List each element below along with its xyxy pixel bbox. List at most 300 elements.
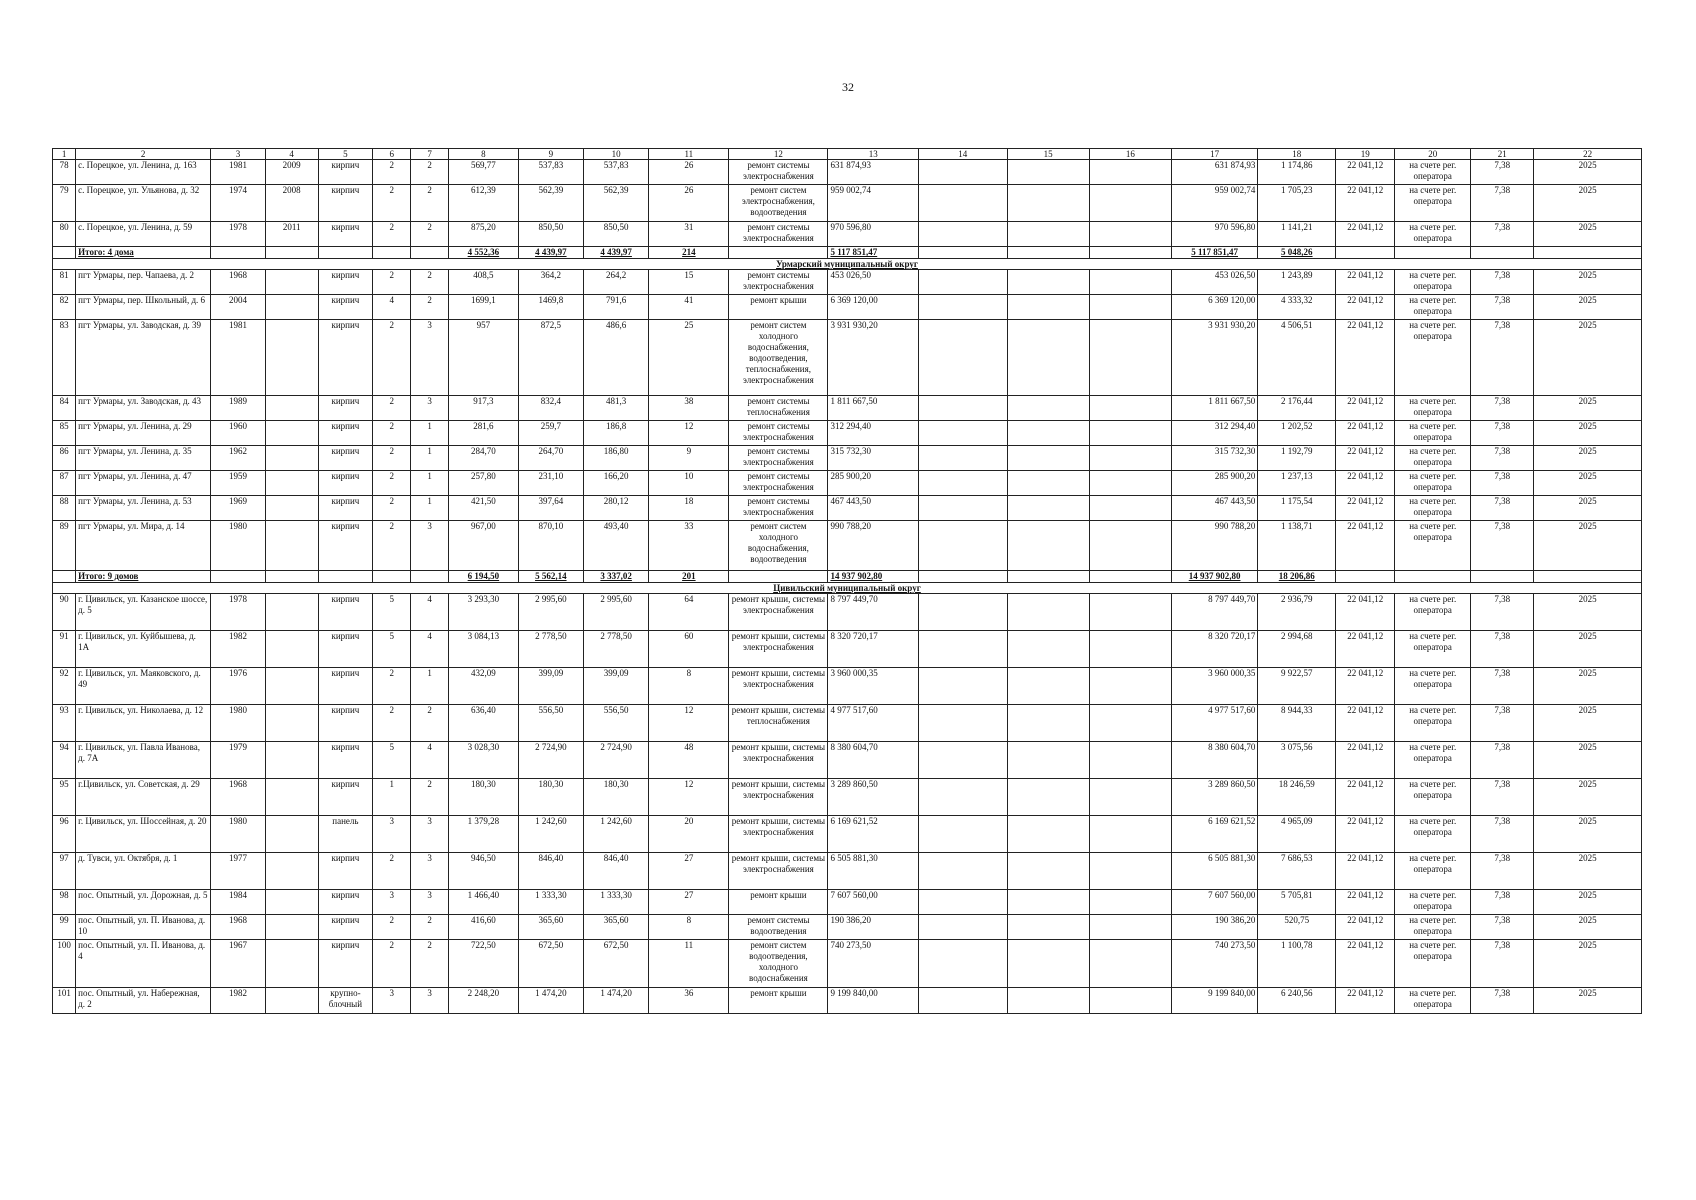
table-cell: 397,64 [518, 496, 583, 521]
district-heading-row [53, 259, 1642, 270]
table-cell: 946,50 [449, 853, 519, 890]
table-cell: 280,12 [583, 496, 648, 521]
table-cell: 2 [411, 779, 449, 816]
table-cell: 2 [411, 295, 449, 320]
table-cell: 1968 [211, 270, 266, 295]
table-cell: 284,70 [449, 446, 519, 471]
table-cell: 38 [649, 396, 729, 421]
table-cell: 959 002,74 [1171, 185, 1257, 222]
table-cell: 1962 [211, 446, 266, 471]
table-cell [1089, 988, 1171, 1014]
table-cell: 100 [53, 940, 76, 988]
total-cell [729, 571, 828, 583]
table-cell: 90 [53, 594, 76, 631]
table-cell: 612,39 [449, 185, 519, 222]
table-cell: 453 026,50 [828, 270, 919, 295]
table-cell: на счете рег. оператора [1395, 915, 1471, 940]
table-cell [1007, 295, 1089, 320]
table-cell [1089, 816, 1171, 853]
table-cell: 1699,1 [449, 295, 519, 320]
table-cell: 22 041,12 [1336, 185, 1395, 222]
table-cell: 1960 [211, 421, 266, 446]
total-cell: 5 048,26 [1258, 247, 1336, 259]
table-cell [919, 742, 1008, 779]
table-cell: ремонт крыши, системы теплоснабжения [729, 705, 828, 742]
table-cell: на счете рег. оператора [1395, 471, 1471, 496]
table-cell: кирпич [318, 295, 373, 320]
table-cell: 1 474,20 [583, 988, 648, 1014]
table-cell: кирпич [318, 320, 373, 396]
table-cell: на счете рег. оператора [1395, 421, 1471, 446]
total-cell: 14 937 902,80 [828, 571, 919, 583]
table-cell: пос. Опытный, ул. Набережная, д. 2 [76, 988, 211, 1014]
table-cell: 8 797 449,70 [1171, 594, 1257, 631]
housing-repair-table [52, 148, 1642, 1014]
table-cell: кирпич [318, 496, 373, 521]
table-cell: на счете рег. оператора [1395, 270, 1471, 295]
table-cell: ремонт систем электроснабжения, водоотведения [729, 185, 828, 222]
table-cell: 416,60 [449, 915, 519, 940]
table-cell [919, 222, 1008, 247]
table-cell: кирпич [318, 705, 373, 742]
table-cell: 48 [649, 742, 729, 779]
table-cell: 7,38 [1471, 779, 1534, 816]
table-cell: 1 [373, 779, 411, 816]
table-cell: 2 [373, 521, 411, 571]
table-cell: пгт Урмары, ул. Ленина, д. 29 [76, 421, 211, 446]
table-cell: 89 [53, 521, 76, 571]
table-row [53, 446, 1642, 471]
table-cell: 2025 [1534, 396, 1642, 421]
table-cell: 2025 [1534, 742, 1642, 779]
table-cell: 6 240,56 [1258, 988, 1336, 1014]
table-cell: 257,80 [449, 471, 519, 496]
table-row [53, 421, 1642, 446]
table-cell: 7,38 [1471, 295, 1534, 320]
table-cell [1089, 185, 1171, 222]
table-cell: 4 [411, 631, 449, 668]
table-cell: кирпич [318, 270, 373, 295]
table-cell: 22 041,12 [1336, 742, 1395, 779]
table-cell: 3 289 860,50 [828, 779, 919, 816]
table-cell: 2025 [1534, 779, 1642, 816]
total-cell [1471, 247, 1534, 259]
table-cell: 3 931 930,20 [1171, 320, 1257, 396]
table-cell: 1 174,86 [1258, 160, 1336, 185]
table-cell: ремонт системы электроснабжения [729, 421, 828, 446]
table-cell: 1 202,52 [1258, 421, 1336, 446]
table-cell: пгт Урмары, ул. Ленина, д. 35 [76, 446, 211, 471]
table-cell: 432,09 [449, 668, 519, 705]
district-heading: Цивильский муниципальный округ [53, 583, 1642, 594]
table-cell: на счете рег. оператора [1395, 853, 1471, 890]
table-cell: кирпич [318, 160, 373, 185]
table-cell: с. Порецкое, ул. Ленина, д. 163 [76, 160, 211, 185]
table-cell [265, 446, 318, 471]
total-cell [373, 571, 411, 583]
table-cell: 2 995,60 [583, 594, 648, 631]
table-row [53, 396, 1642, 421]
table-cell: 26 [649, 160, 729, 185]
table-cell: 8 797 449,70 [828, 594, 919, 631]
table-cell: кирпич [318, 421, 373, 446]
column-number: 8 [449, 149, 519, 160]
total-cell: 5 117 851,47 [828, 247, 919, 259]
table-cell: 990 788,20 [1171, 521, 1257, 571]
total-label: Итого: 4 дома [76, 247, 211, 259]
table-cell: кирпич [318, 915, 373, 940]
table-cell: 22 041,12 [1336, 890, 1395, 915]
table-cell [265, 421, 318, 446]
table-cell: г.Цивильск, ул. Советская, д. 29 [76, 779, 211, 816]
table-cell: кирпич [318, 890, 373, 915]
table-cell: 1 [411, 668, 449, 705]
table-cell: ремонт системы электроснабжения [729, 496, 828, 521]
table-cell: ремонт систем холодного водоснабжения, водоотведения [729, 521, 828, 571]
table-cell: 18 [649, 496, 729, 521]
table-cell: 7,38 [1471, 594, 1534, 631]
column-number: 4 [265, 149, 318, 160]
table-cell: 80 [53, 222, 76, 247]
total-cell: 214 [649, 247, 729, 259]
table-cell: 60 [649, 631, 729, 668]
table-cell: 2025 [1534, 446, 1642, 471]
table-cell: 9 [649, 446, 729, 471]
table-cell: 3 [373, 988, 411, 1014]
table-cell [919, 295, 1008, 320]
table-cell: 22 041,12 [1336, 915, 1395, 940]
table-cell: на счете рег. оператора [1395, 185, 1471, 222]
table-cell: с. Порецкое, ул. Ульянова, д. 32 [76, 185, 211, 222]
table-cell: 22 041,12 [1336, 295, 1395, 320]
table-cell: 93 [53, 705, 76, 742]
table-cell: 1 [411, 471, 449, 496]
table-row [53, 915, 1642, 940]
total-cell [919, 571, 1008, 583]
table-row [53, 185, 1642, 222]
table-cell: 3 [411, 320, 449, 396]
table-cell: 2025 [1534, 270, 1642, 295]
table-cell: 1 466,40 [449, 890, 519, 915]
table-cell: 7,38 [1471, 471, 1534, 496]
total-cell [411, 571, 449, 583]
table-cell [265, 471, 318, 496]
table-cell: 846,40 [518, 853, 583, 890]
table-cell [1007, 915, 1089, 940]
table-cell: 7,38 [1471, 940, 1534, 988]
table-cell: 4 [411, 594, 449, 631]
table-cell: 2 [373, 940, 411, 988]
table-cell: 9 199 840,00 [1171, 988, 1257, 1014]
total-cell [1336, 571, 1395, 583]
table-cell: 631 874,93 [1171, 160, 1257, 185]
table-cell: 6 505 881,30 [828, 853, 919, 890]
table-cell [1007, 270, 1089, 295]
table-cell: 832,4 [518, 396, 583, 421]
table-cell [1089, 631, 1171, 668]
table-cell: 3 [411, 816, 449, 853]
table-cell: 2 176,44 [1258, 396, 1336, 421]
table-cell: 22 041,12 [1336, 705, 1395, 742]
table-cell: 10 [649, 471, 729, 496]
table-cell [1007, 320, 1089, 396]
table-cell: на счете рег. оператора [1395, 496, 1471, 521]
table-cell: 33 [649, 521, 729, 571]
table-cell: 990 788,20 [828, 521, 919, 571]
table-cell: 3 [411, 890, 449, 915]
table-cell: 231,10 [518, 471, 583, 496]
table-cell: на счете рег. оператора [1395, 320, 1471, 396]
total-cell [211, 247, 266, 259]
total-cell [1336, 247, 1395, 259]
table-cell: ремонт системы теплоснабжения [729, 396, 828, 421]
table-cell: 96 [53, 816, 76, 853]
table-cell [919, 396, 1008, 421]
table-cell: 556,50 [518, 705, 583, 742]
district-heading-row [53, 583, 1642, 594]
table-cell: 22 041,12 [1336, 940, 1395, 988]
table-cell: 3 [373, 890, 411, 915]
table-cell: 82 [53, 295, 76, 320]
table-cell: 631 874,93 [828, 160, 919, 185]
table-cell: 1 333,30 [583, 890, 648, 915]
table-cell: 1 100,78 [1258, 940, 1336, 988]
table-cell: 722,50 [449, 940, 519, 988]
column-number: 7 [411, 149, 449, 160]
table-cell [1089, 742, 1171, 779]
column-number: 3 [211, 149, 266, 160]
table-cell: 4 [373, 295, 411, 320]
table-cell: 190 386,20 [828, 915, 919, 940]
table-cell: 2 [373, 471, 411, 496]
table-cell: 453 026,50 [1171, 270, 1257, 295]
table-cell: 7 607 560,00 [1171, 890, 1257, 915]
table-row [53, 940, 1642, 988]
table-cell [919, 471, 1008, 496]
table-cell: 5 [373, 742, 411, 779]
table-cell: 264,70 [518, 446, 583, 471]
table-cell: 467 443,50 [1171, 496, 1257, 521]
table-cell [919, 779, 1008, 816]
table-cell: 1968 [211, 779, 266, 816]
table-cell: пгт Урмары, пер. Школьный, д. 6 [76, 295, 211, 320]
table-cell: крупно-блочный [318, 988, 373, 1014]
table-cell: ремонт системы электроснабжения [729, 222, 828, 247]
column-number: 18 [1258, 149, 1336, 160]
table-cell: 2025 [1534, 295, 1642, 320]
table-cell [1007, 496, 1089, 521]
total-row [53, 247, 1642, 259]
table-cell: 2 248,20 [449, 988, 519, 1014]
table-cell: на счете рег. оператора [1395, 521, 1471, 571]
table-cell [1089, 396, 1171, 421]
table-cell: 1 811 667,50 [1171, 396, 1257, 421]
table-cell: 7 607 560,00 [828, 890, 919, 915]
table-cell [1089, 446, 1171, 471]
table-cell [919, 631, 1008, 668]
table-cell: ремонт системы водоотведения [729, 915, 828, 940]
table-cell: 2008 [265, 185, 318, 222]
table-cell: 3 [373, 816, 411, 853]
table-cell: 2 724,90 [583, 742, 648, 779]
table-cell [1007, 446, 1089, 471]
table-cell: 27 [649, 853, 729, 890]
table-cell: 22 041,12 [1336, 270, 1395, 295]
column-number: 14 [919, 149, 1008, 160]
table-row [53, 779, 1642, 816]
table-row [53, 295, 1642, 320]
table-row [53, 471, 1642, 496]
table-cell: 1 811 667,50 [828, 396, 919, 421]
total-cell [1395, 247, 1471, 259]
table-cell: 2 [373, 185, 411, 222]
table-cell [1089, 779, 1171, 816]
table-cell: г. Цивильск, ул. Куйбышева, д. 1А [76, 631, 211, 668]
table-cell: д. Тувси, ул. Октября, д. 1 [76, 853, 211, 890]
table-cell: 15 [649, 270, 729, 295]
table-cell: 2025 [1534, 631, 1642, 668]
table-cell: 2009 [265, 160, 318, 185]
table-cell: 1977 [211, 853, 266, 890]
table-cell: ремонт системы электроснабжения [729, 270, 828, 295]
table-cell [919, 915, 1008, 940]
table-cell [265, 521, 318, 571]
table-cell: 264,2 [583, 270, 648, 295]
column-number: 12 [729, 149, 828, 160]
table-cell: 6 505 881,30 [1171, 853, 1257, 890]
table-cell: 1982 [211, 631, 266, 668]
table-cell: 740 273,50 [828, 940, 919, 988]
table-cell: ремонт крыши, системы электроснабжения [729, 631, 828, 668]
table-cell: 846,40 [583, 853, 648, 890]
table-cell: 2011 [265, 222, 318, 247]
table-cell: 2025 [1534, 668, 1642, 705]
table-cell: 98 [53, 890, 76, 915]
table-row [53, 160, 1642, 185]
table-cell: 36 [649, 988, 729, 1014]
table-cell: 421,50 [449, 496, 519, 521]
table-cell: 186,8 [583, 421, 648, 446]
column-number: 19 [1336, 149, 1395, 160]
table-cell: 7,38 [1471, 421, 1534, 446]
table-cell: 1980 [211, 705, 266, 742]
table-cell: 2 778,50 [518, 631, 583, 668]
table-cell: ремонт систем холодного водоснабжения, водоотведения, теплоснабжения, электроснабжения [729, 320, 828, 396]
table-cell [1089, 521, 1171, 571]
table-cell: 7,38 [1471, 446, 1534, 471]
table-cell [919, 496, 1008, 521]
table-cell: 22 041,12 [1336, 160, 1395, 185]
table-cell: 562,39 [518, 185, 583, 222]
table-cell: 2 [373, 446, 411, 471]
table-cell [919, 705, 1008, 742]
table-cell: 22 041,12 [1336, 396, 1395, 421]
table-cell: 95 [53, 779, 76, 816]
table-cell: кирпич [318, 446, 373, 471]
total-cell [318, 247, 373, 259]
table-cell: 7,38 [1471, 631, 1534, 668]
table-cell: панель [318, 816, 373, 853]
table-cell: 1 141,21 [1258, 222, 1336, 247]
total-cell: 3 337,02 [583, 571, 648, 583]
table-cell: 92 [53, 668, 76, 705]
table-cell: 1 705,23 [1258, 185, 1336, 222]
table-cell: кирпич [318, 222, 373, 247]
table-cell: 2 [373, 270, 411, 295]
table-cell: 2025 [1534, 185, 1642, 222]
table-cell: 1969 [211, 496, 266, 521]
table-cell: пос. Опытный, ул. П. Иванова, д. 4 [76, 940, 211, 988]
table-cell: пгт Урмары, пер. Чапаева, д. 2 [76, 270, 211, 295]
table-cell: 6 169 621,52 [828, 816, 919, 853]
table-cell: на счете рег. оператора [1395, 742, 1471, 779]
table-cell: 2 [373, 421, 411, 446]
table-cell: 166,20 [583, 471, 648, 496]
table-cell: ремонт крыши [729, 890, 828, 915]
table-cell: 7,38 [1471, 222, 1534, 247]
total-cell [53, 571, 76, 583]
table-cell: 2 [411, 222, 449, 247]
table-cell: 5 705,81 [1258, 890, 1336, 915]
table-cell: 365,60 [583, 915, 648, 940]
table-cell [1089, 222, 1171, 247]
table-cell [1089, 270, 1171, 295]
table-cell [265, 668, 318, 705]
table-cell: 7 686,53 [1258, 853, 1336, 890]
column-number: 10 [583, 149, 648, 160]
table-cell: 18 246,59 [1258, 779, 1336, 816]
table-cell: 81 [53, 270, 76, 295]
total-cell [919, 247, 1008, 259]
total-cell: 201 [649, 571, 729, 583]
table-cell: 2 [411, 270, 449, 295]
table-cell: пгт Урмары, ул. Заводская, д. 39 [76, 320, 211, 396]
table-cell: ремонт крыши, системы электроснабжения [729, 594, 828, 631]
table-cell: 1 242,60 [518, 816, 583, 853]
table-cell: 2 995,60 [518, 594, 583, 631]
table-cell: 3 289 860,50 [1171, 779, 1257, 816]
table-cell: 285 900,20 [828, 471, 919, 496]
column-number: 22 [1534, 149, 1642, 160]
total-cell: 14 937 902,80 [1171, 571, 1257, 583]
table-cell [1089, 421, 1171, 446]
table-cell: 22 041,12 [1336, 446, 1395, 471]
table-cell: ремонт систем водоотведения, холодного водоснабжения [729, 940, 828, 988]
table-cell: 3 028,30 [449, 742, 519, 779]
total-cell: 4 552,36 [449, 247, 519, 259]
table-cell: 4 506,51 [1258, 320, 1336, 396]
table-cell [1007, 594, 1089, 631]
table-cell [919, 421, 1008, 446]
table-cell: 101 [53, 988, 76, 1014]
table-cell: 94 [53, 742, 76, 779]
table-cell: 6 369 120,00 [1171, 295, 1257, 320]
table-cell: 7,38 [1471, 160, 1534, 185]
table-cell: 2 [411, 185, 449, 222]
table-cell [919, 988, 1008, 1014]
table-cell: на счете рег. оператора [1395, 779, 1471, 816]
table-cell: 7,38 [1471, 521, 1534, 571]
table-cell [1089, 295, 1171, 320]
table-cell: 7,38 [1471, 890, 1534, 915]
table-cell: 7,38 [1471, 270, 1534, 295]
table-cell: 870,10 [518, 521, 583, 571]
table-cell [919, 816, 1008, 853]
table-cell: 2025 [1534, 915, 1642, 940]
table-cell: 2025 [1534, 471, 1642, 496]
table-cell: на счете рег. оператора [1395, 396, 1471, 421]
table-cell: 8 [649, 915, 729, 940]
